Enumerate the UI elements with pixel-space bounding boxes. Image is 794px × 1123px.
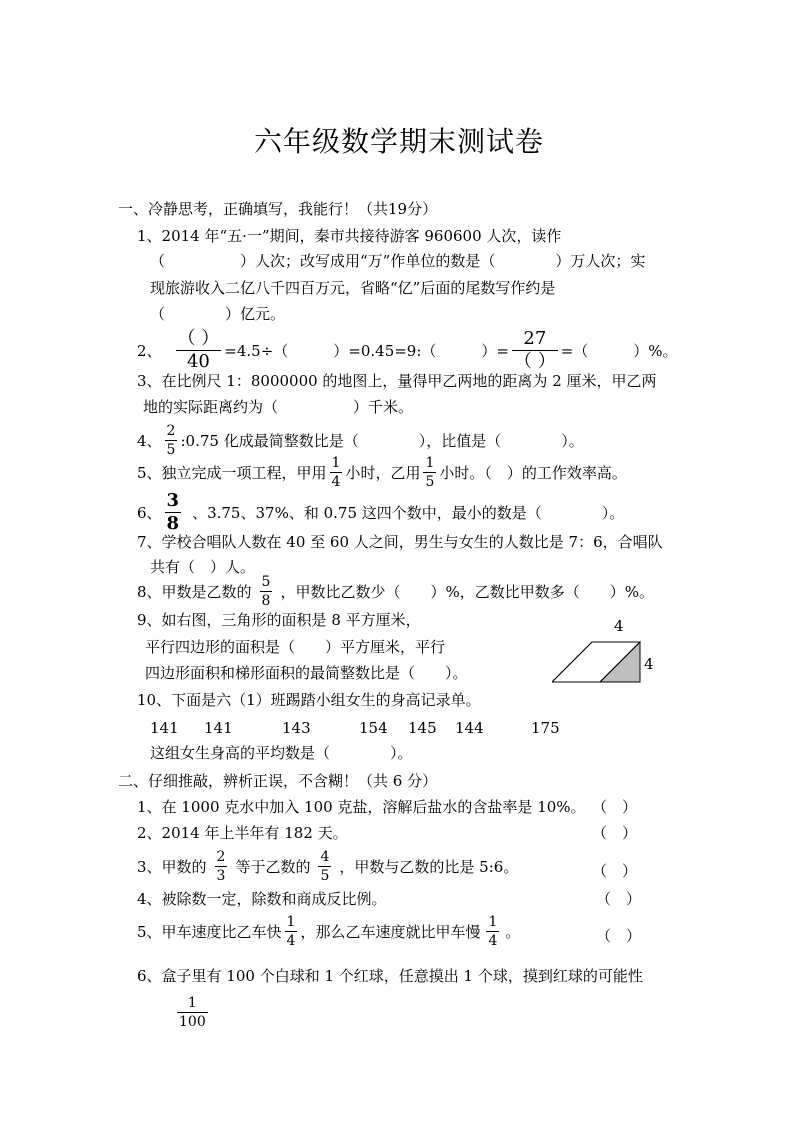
height-value: 145 (408, 719, 437, 737)
q8-fraction (260, 575, 273, 608)
denominator: 5 (425, 474, 435, 490)
q5-part-c: 小时。（ ）的工作效率高。 (439, 463, 627, 482)
s2-q6-line1: 6、盒子里有 100 个白球和 1 个红球，任意摸出 1 个球，摸到红球的可能性 (137, 967, 643, 985)
q1-line3: 现旅游收入二亿八千四百万元，省略“亿”后面的尾数写作约是 (150, 279, 556, 297)
s2-q5 (137, 915, 520, 948)
denominator: 8 (261, 593, 271, 609)
parallelogram-diagram (552, 614, 662, 689)
numerator: 1 (488, 914, 498, 930)
s2-q5-part-c: 。 (505, 922, 521, 941)
right-side-label: 4 (644, 655, 654, 673)
q6-fraction (165, 492, 182, 533)
s2-q1: 1、在 1000 克水中加入 100 克盐，溶解后盐水的含盐率是 10%。 (137, 798, 586, 816)
denominator: 8 (166, 513, 180, 534)
q8 (137, 575, 654, 608)
q3-line1: 3、在比例尺 1：8000000 的地图上，量得甲乙两地的距离为 2 厘米，甲乙两 (137, 372, 657, 390)
denominator: 4 (488, 933, 498, 949)
q2-end: =（ ）%。 (560, 341, 678, 360)
q6-rest: 、3.75、37%、和 0.75 这四个数中，最小的数是（ ）。 (192, 503, 625, 522)
q4-fraction (165, 424, 178, 457)
section1-header: 一、冷静思考，正确填写，我能行！（共19分） (118, 200, 438, 218)
q2-middle: =4.5÷（ ）=0.45=9:（ ）= (224, 341, 509, 360)
s2-q4: 4、被除数一定，除数和商成反比例。 (137, 890, 387, 908)
s2-q3 (137, 850, 518, 883)
denominator: 5 (320, 868, 330, 884)
section2-header: 二、仔细推敲，辨析正误，不含糊！（共 6 分） (118, 772, 438, 790)
q7-line1: 7、学校合唱队人数在 40 至 60 人之间，男生与女生的人数比是 7：6，合唱队 (137, 533, 663, 551)
q6 (137, 492, 624, 533)
q5-part-b: 小时，乙用 (345, 463, 421, 482)
height-value: 141 (150, 719, 179, 737)
denominator: （ ） (513, 351, 556, 372)
s2-q5-fraction-1 (285, 915, 298, 948)
numerator: 4 (320, 849, 330, 865)
q5-fraction-2 (423, 456, 436, 489)
numerator: 2 (166, 423, 176, 439)
numerator: 27 (523, 328, 547, 349)
s2-q3-fraction-2 (318, 850, 331, 883)
q4-rest: :0.75 化成最简整数比是（ ），比值是（ ）。 (180, 431, 584, 450)
s2-q5-fraction-2 (486, 915, 499, 948)
q5-part-a: 5、独立完成一项工程，甲用 (137, 463, 327, 482)
q9-line2: 平行四边形的面积是（ ）平方厘米，平行 (145, 638, 446, 656)
numerator: 1 (286, 914, 296, 930)
numerator: 5 (261, 574, 271, 590)
numerator: 3 (166, 490, 180, 511)
s2-q3-part-a: 3、甲数的 (137, 857, 207, 876)
q1-line4: （ ）亿元。 (150, 305, 286, 323)
q1-line2: （ ）人次；改写成用“万”作单位的数是（ ）万人次；实 (150, 252, 646, 270)
s2-q3-answer-paren: （ ） (592, 862, 638, 880)
q5-fraction-1 (330, 456, 343, 489)
q2-fraction-1 (176, 330, 222, 371)
s2-q1-answer-paren: （ ） (592, 798, 638, 816)
q4-num: 4、 (137, 431, 162, 450)
s2-q5-part-a: 5、甲车速度比乙车快 (137, 922, 282, 941)
s2-q4-answer-paren: （ ） (596, 890, 642, 908)
s2-q2-answer-paren: （ ） (592, 824, 638, 842)
s2-q6-probability (177, 996, 208, 1029)
q1-line1: 1、2014 年“五·一”期间，秦市共接待游客 960600 人次，读作 (137, 227, 562, 245)
q8-part-a: 8、甲数是乙数的 (137, 582, 252, 601)
q5 (137, 456, 627, 489)
denominator: 4 (331, 474, 341, 490)
q9-line1: 9、如右图，三角形的面积是 8 平方厘米， (137, 611, 421, 629)
s2-q3-part-c: ，甲数与乙数的比是 5:6。 (339, 857, 519, 876)
q10-heights (0, 718, 794, 738)
top-side-label: 4 (614, 617, 624, 635)
height-value: 154 (359, 719, 388, 737)
denominator: 4 (286, 933, 296, 949)
q4 (137, 424, 584, 457)
numerator: 1 (187, 995, 197, 1011)
denominator: 5 (166, 442, 176, 458)
page-title: 六年级数学期末测试卷 (254, 125, 545, 158)
denominator: 3 (216, 868, 226, 884)
height-value: 175 (531, 719, 560, 737)
s2-q3-part-b: 等于乙数的 (235, 857, 311, 876)
height-value: 143 (282, 719, 311, 737)
q7-line2: 共有（ ）人。 (150, 558, 256, 576)
q9-line3: 四边形面积和梯形面积的最简整数比是（ ）。 (145, 664, 468, 682)
q6-num: 6、 (137, 503, 162, 522)
q3-line2: 地的实际距离约为（ ）千米。 (143, 398, 414, 416)
q2 (137, 330, 678, 371)
q2-fraction-2 (512, 330, 558, 371)
numerator: 2 (216, 849, 226, 865)
s2-q2: 2、2014 年上半年有 182 天。 (137, 824, 348, 842)
numerator: 1 (425, 455, 435, 471)
denominator: 40 (186, 351, 210, 372)
parallelogram-left-edge (552, 642, 592, 682)
s2-q3-fraction-1 (215, 850, 228, 883)
numerator: 1 (331, 455, 341, 471)
s2-q5-part-b: ，那么乙车速度就比甲车慢 (300, 922, 481, 941)
q2-num: 2、 (137, 341, 162, 360)
q10-line1: 10、下面是六（1）班踢踏小组女生的身高记录单。 (137, 691, 481, 709)
height-value: 144 (455, 719, 484, 737)
q8-part-b: ，甲数比乙数少（ ）%，乙数比甲数多（ ）%。 (280, 582, 654, 601)
denominator: 100 (179, 1014, 206, 1030)
numerator: （ ） (177, 328, 220, 349)
q10-line3: 这组女生身高的平均数是（ ）。 (150, 744, 413, 762)
s2-q5-answer-paren: （ ） (596, 927, 642, 945)
s2-q6-fraction (174, 996, 211, 1029)
q9-figure (552, 614, 662, 689)
height-value: 141 (204, 719, 233, 737)
